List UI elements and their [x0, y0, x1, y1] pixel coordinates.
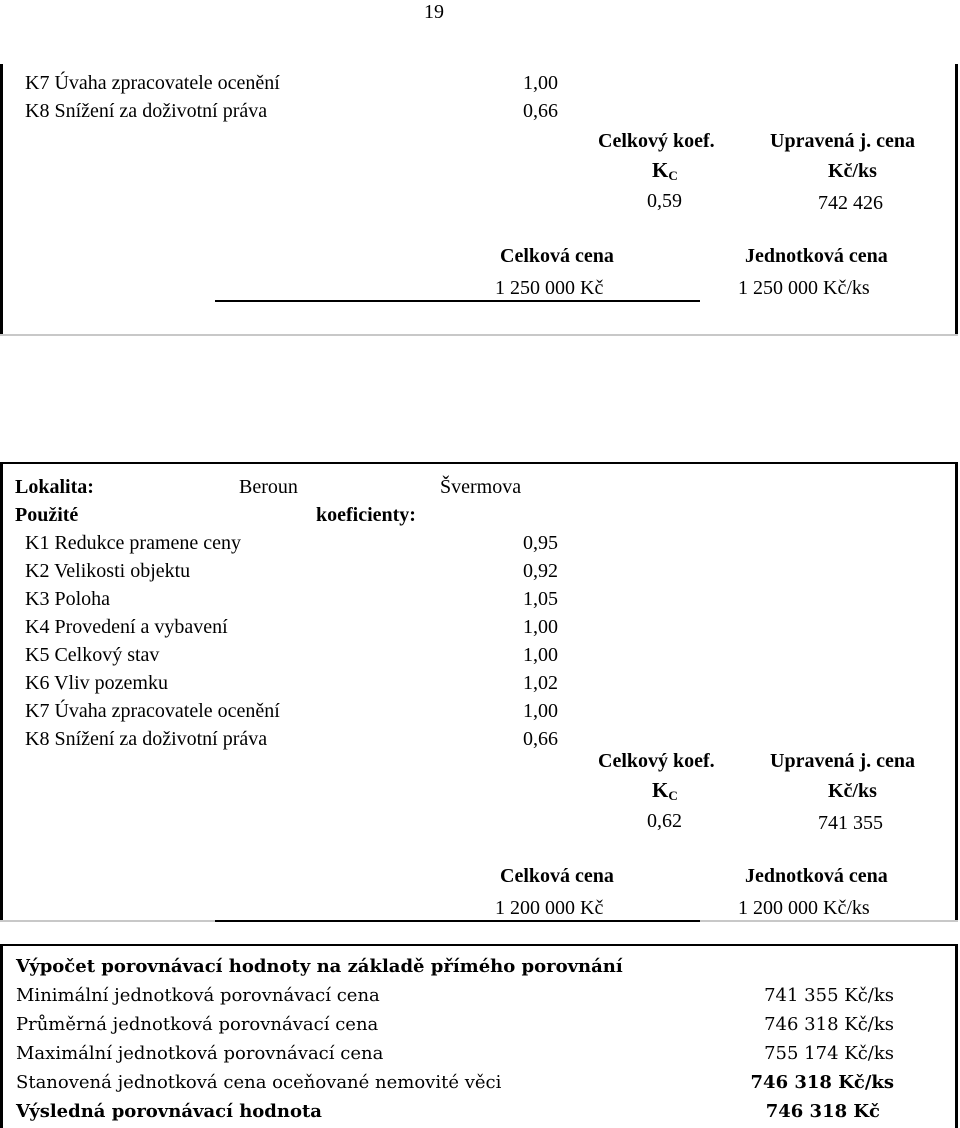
b2-row-label-k3: K3 Poloha [25, 588, 110, 610]
b2-row-value-k4: 1,00 [523, 616, 558, 638]
summary-row-label-min: Minimální jednotková porovnávací cena [16, 985, 380, 1006]
b2-kc-value: 0,62 [647, 810, 682, 832]
b2-row-value-k2: 0,92 [523, 560, 558, 582]
location-street: Švermova [440, 476, 522, 498]
summary-row-label-avg: Průměrná jednotková porovnávací cena [16, 1014, 379, 1035]
b2-total-coef-label: Celkový koef. [598, 750, 715, 772]
block1-bottom-rule [0, 334, 958, 336]
block2-right-border [955, 462, 958, 922]
block1-right-border [955, 64, 958, 336]
b1-unit-label: Kč/ks [828, 160, 877, 182]
coefficients-label: koeficienty: [316, 504, 416, 526]
b2-row-label-k1: K1 Redukce pramene ceny [25, 532, 242, 554]
b1-total-underline [215, 300, 700, 302]
b2-total-price-value: 1 200 000 Kč [495, 897, 604, 919]
location-label: Lokalita: [15, 476, 94, 498]
b2-row-label-k7: K7 Úvaha zpracovatele ocenění [25, 700, 280, 722]
b2-row-value-k8: 0,66 [523, 728, 558, 750]
b2-row-value-k5: 1,00 [523, 644, 558, 666]
b2-row-value-k6: 1,02 [523, 672, 558, 694]
b1-total-coef-label: Celkový koef. [598, 130, 715, 152]
b1-row-label-k7: K7 Úvaha zpracovatele ocenění [25, 72, 280, 94]
b1-total-price-value: 1 250 000 Kč [495, 277, 604, 299]
b1-adjusted-price-value: 742 426 [818, 192, 883, 214]
b2-unit-price-value: 1 200 000 Kč/ks [738, 897, 870, 919]
b1-kc-value: 0,59 [647, 190, 682, 212]
b2-total-price-label: Celková cena [500, 865, 614, 887]
block1-left-border [0, 64, 3, 336]
summary-row-label-set: Stanovená jednotková cena oceňované nemovité věci [16, 1072, 502, 1093]
summary-row-label-max: Maximální jednotková porovnávací cena [16, 1043, 384, 1064]
b2-row-label-k4: K4 Provedení a vybavení [25, 616, 228, 638]
block2-top-border [0, 462, 958, 464]
summary-row-value-min: 741 355 Kč/ks [764, 985, 894, 1006]
b1-unit-price-label: Jednotková cena [745, 245, 888, 267]
b2-row-label-k5: K5 Celkový stav [25, 644, 160, 666]
b2-unit-label: Kč/ks [828, 780, 877, 802]
b2-adjusted-price-label: Upravená j. cena [770, 750, 915, 772]
page-number: 19 [424, 1, 444, 23]
b2-row-value-k1: 0,95 [523, 532, 558, 554]
summary-row-value-avg: 746 318 Kč/ks [764, 1014, 894, 1035]
b1-total-price-label: Celková cena [500, 245, 614, 267]
b2-row-label-k2: K2 Velikosti objektu [25, 560, 191, 582]
b2-kc-label: $K_C$ [652, 778, 678, 803]
b2-row-label-k8: K8 Snížení za doživotní práva [25, 728, 268, 750]
b1-unit-price-value: 1 250 000 Kč/ks [738, 277, 870, 299]
location-city: Beroun [239, 476, 298, 498]
summary-right-border [955, 944, 958, 1128]
summary-result-label: Výsledná porovnávací hodnota [16, 1101, 322, 1122]
b1-adjusted-price-label: Upravená j. cena [770, 130, 915, 152]
b1-row-value-k7: 1,00 [523, 72, 558, 94]
b2-total-underline [215, 920, 700, 922]
summary-row-value-set: 746 318 Kč/ks [750, 1072, 894, 1093]
summary-result-value: 746 318 Kč [765, 1101, 880, 1122]
block2-left-border [0, 462, 3, 922]
b1-row-label-k8: K8 Snížení za doživotní práva [25, 100, 268, 122]
b1-kc-label: $K_C$ [652, 158, 678, 183]
summary-top-border [0, 944, 958, 946]
b2-adjusted-price-value: 741 355 [818, 812, 883, 834]
used-label: Použité [15, 504, 79, 526]
b2-row-value-k7: 1,00 [523, 700, 558, 722]
summary-row-value-max: 755 174 Kč/ks [764, 1043, 894, 1064]
b2-row-value-k3: 1,05 [523, 588, 558, 610]
summary-left-border [0, 944, 3, 1128]
b2-row-label-k6: K6 Vliv pozemku [25, 672, 168, 694]
b2-unit-price-label: Jednotková cena [745, 865, 888, 887]
b1-row-value-k8: 0,66 [523, 100, 558, 122]
summary-heading: Výpočet porovnávací hodnoty na základě přímého porovnání [16, 956, 623, 977]
